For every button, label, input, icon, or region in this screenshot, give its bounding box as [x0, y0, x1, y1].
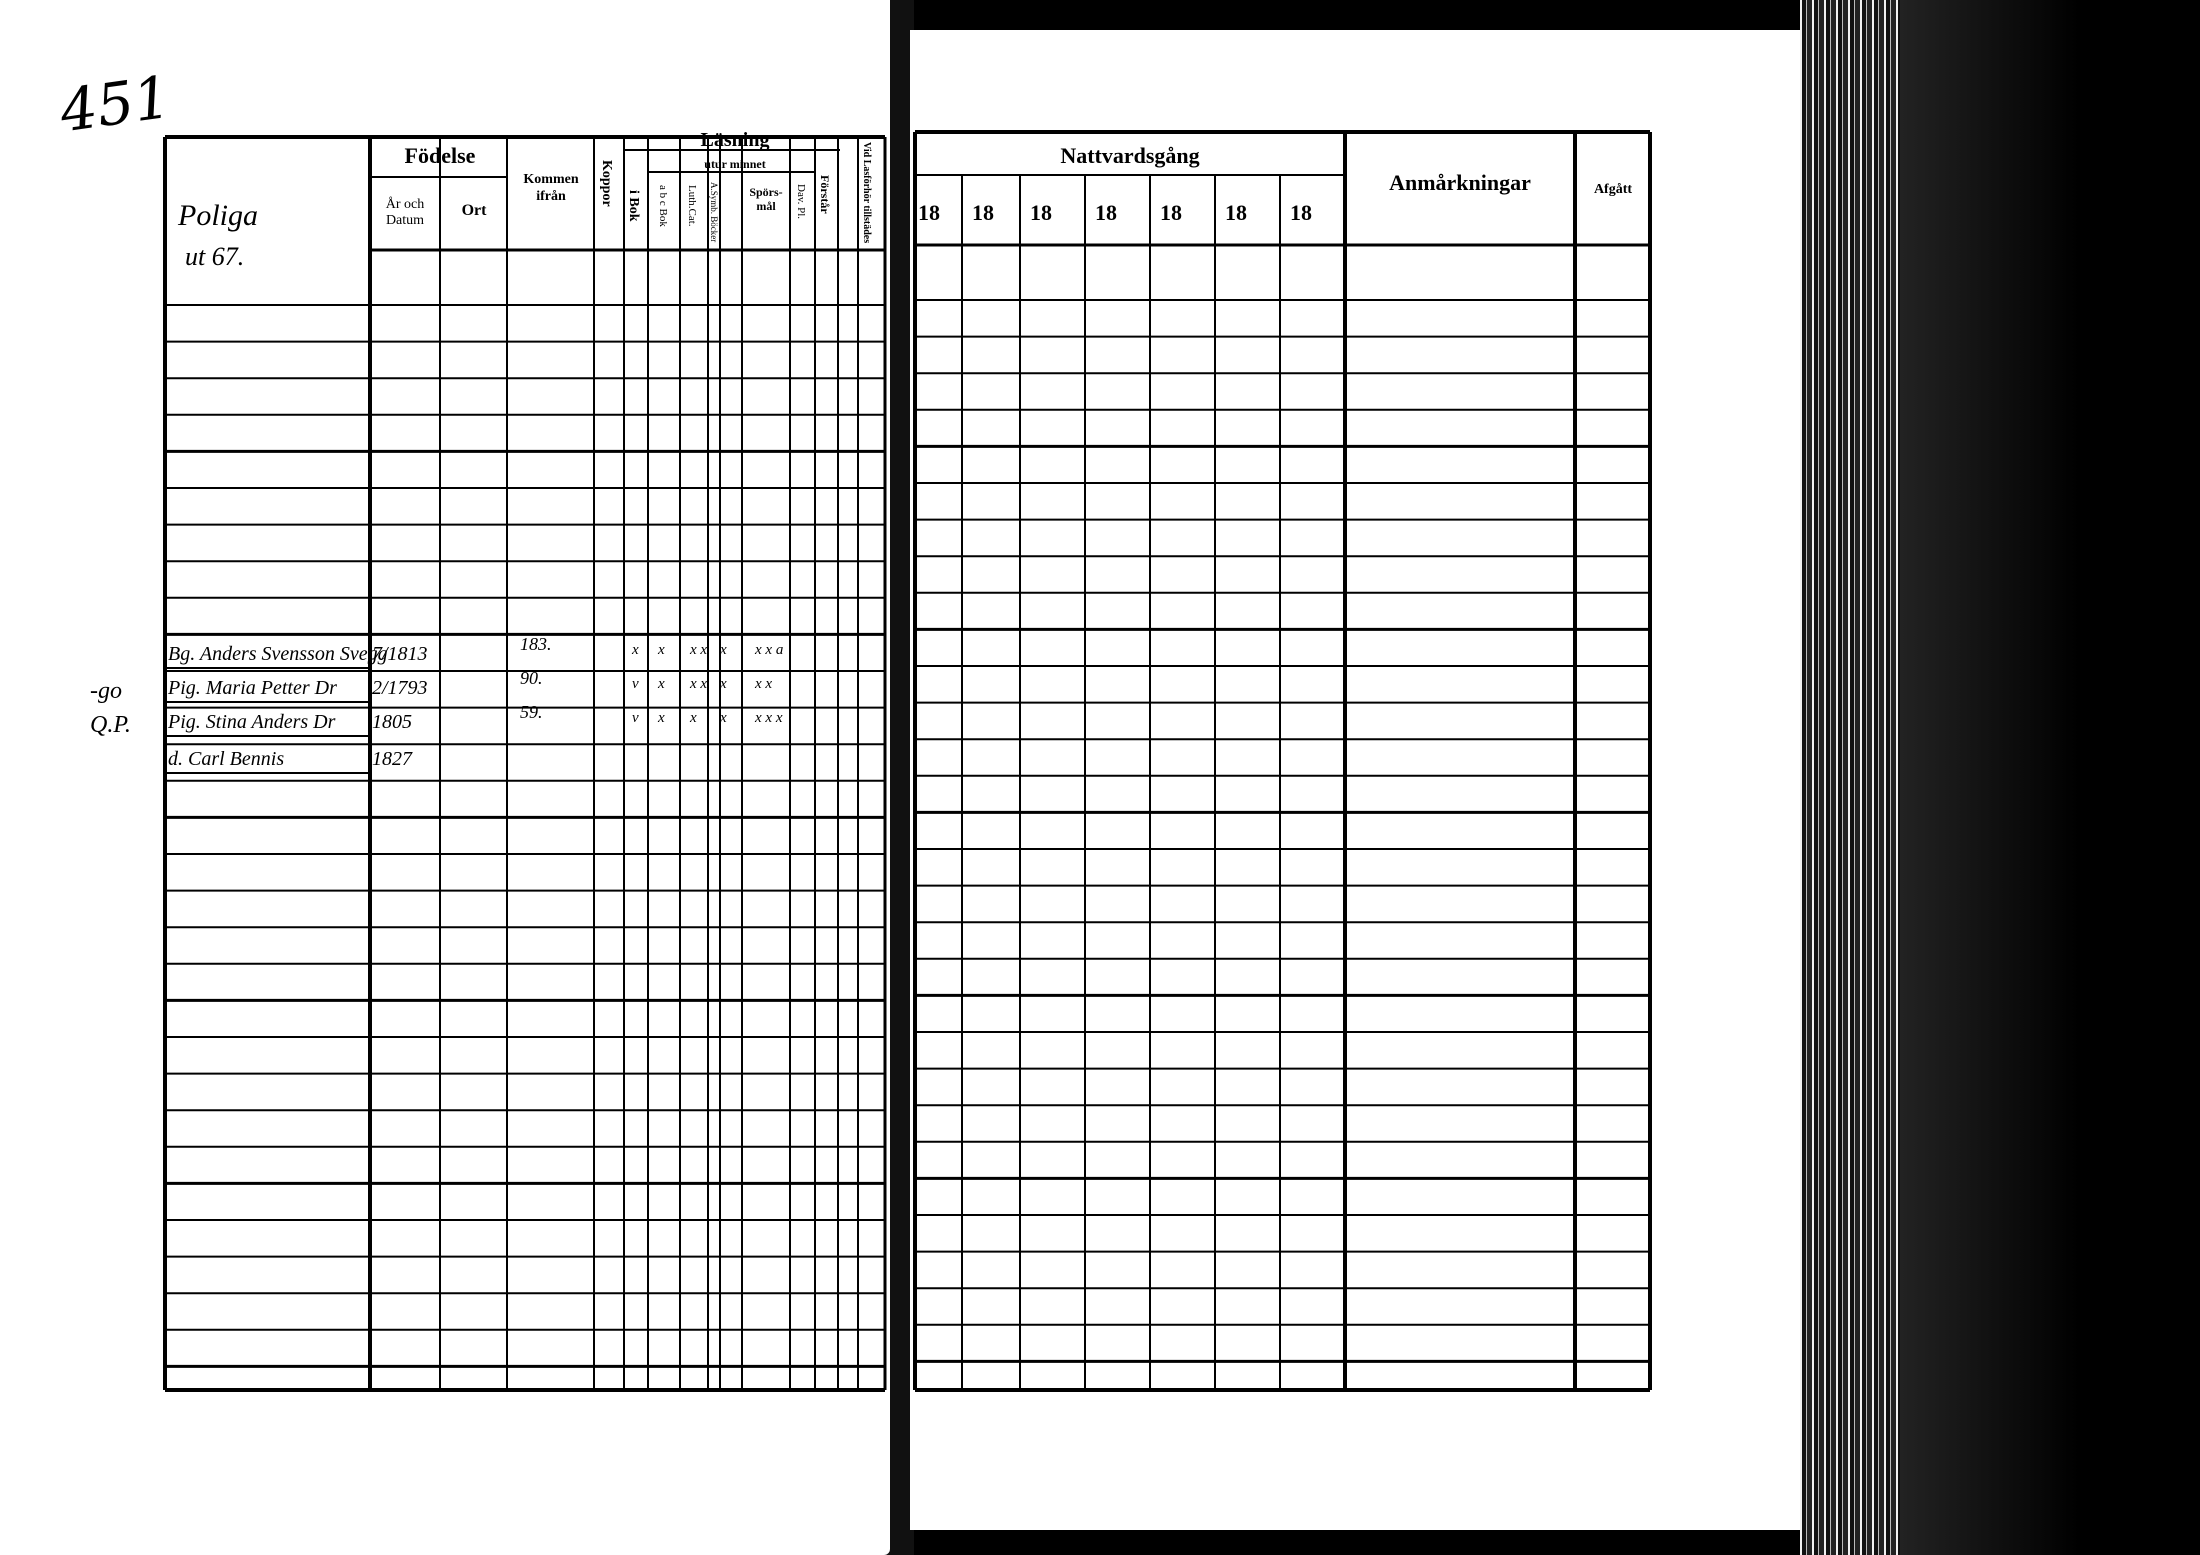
sporsmal-header: Spörs- — [749, 185, 783, 199]
reading-mark: x — [720, 642, 727, 658]
row-margin-note: Q.P. — [90, 712, 131, 738]
year-column-header: 18 — [1160, 200, 1182, 225]
left-ledger-grid — [0, 0, 890, 1555]
entry-birth-date: 7/1813 — [372, 643, 428, 665]
year-column-header: 18 — [1095, 200, 1117, 225]
reading-mark: x — [658, 710, 665, 726]
reading-mark: x — [720, 676, 727, 692]
entry-name: Pig. Stina Anders Dr — [168, 711, 336, 733]
reading-mark: x — [658, 676, 665, 692]
ort-header: Ort — [461, 202, 487, 219]
entry-birth-date: 2/1793 — [372, 677, 428, 699]
entry-name: d. Carl Bennis — [168, 748, 285, 770]
lasning-header: Läsning — [700, 129, 770, 151]
entry-came-from: 183. — [520, 634, 552, 654]
entry-birth-date: 1827 — [372, 748, 412, 770]
entry-came-from: 90. — [520, 668, 543, 688]
utur-minnet-header: utur minnet — [704, 157, 766, 171]
reading-mark: x x — [690, 676, 708, 692]
reading-mark: x — [690, 710, 697, 726]
reading-mark: x x x — [755, 710, 783, 726]
page-number: 451 — [55, 62, 175, 146]
year-column-header: 18 — [972, 200, 994, 225]
afgatt-header: Afgått — [1593, 182, 1633, 197]
ar-och-datum-header: År och — [385, 197, 425, 212]
reading-mark: v — [632, 676, 639, 692]
entry-birth-date: 1805 — [372, 711, 412, 733]
right-page — [910, 30, 1800, 1530]
year-column-header: 18 — [1030, 200, 1052, 225]
year-column-header: 18 — [918, 200, 940, 225]
kommen-header: Kommen — [523, 172, 579, 187]
entry-name: Bg. Anders Svensson Svegg — [168, 643, 388, 665]
vid-lasforhor-header: Vid Lasförhör tillstädes — [861, 142, 872, 244]
entry-name: Pig. Maria Petter Dr — [168, 677, 337, 699]
reading-mark: v — [632, 710, 639, 726]
kommen-header: ifrån — [536, 189, 566, 204]
left-page — [0, 0, 890, 1555]
forstar-header: Förstår — [818, 175, 832, 214]
right-ledger-grid — [910, 30, 1800, 1530]
nattvardsgang-header: Nattvardsgång — [1060, 143, 1200, 168]
scan-background — [1900, 0, 2200, 1555]
abc-bok-header: a b c Bok — [657, 185, 669, 227]
reading-mark: x x — [690, 642, 708, 658]
reading-mark: x x — [755, 676, 773, 692]
year-column-header: 18 — [1290, 200, 1312, 225]
anmarkningar-header: Anmårkningar — [1389, 170, 1531, 195]
entry-came-from: 59. — [520, 702, 543, 722]
reading-mark: x — [720, 710, 727, 726]
margin-note: Poliga — [178, 199, 258, 232]
year-column-header: 18 — [1225, 200, 1247, 225]
margin-note: ut 67. — [185, 242, 245, 271]
reading-mark: x — [658, 642, 665, 658]
i-bok-header: i Bok — [626, 190, 641, 222]
sporsmal-header: mål — [756, 199, 776, 213]
reading-mark: x — [632, 642, 639, 658]
reading-mark: x x a — [755, 642, 784, 658]
ar-och-datum-header: Datum — [385, 213, 425, 228]
fodelse-header: Födelse — [404, 143, 476, 168]
koppor-header: Koppor — [599, 160, 614, 207]
luth-cat-header: Luth.Cat. — [686, 185, 698, 227]
dav-pl-header: Dav. Pl. — [795, 184, 807, 220]
a-symb-header: A.Symb. Böcker — [709, 182, 719, 243]
row-margin-note: -go — [90, 678, 122, 704]
